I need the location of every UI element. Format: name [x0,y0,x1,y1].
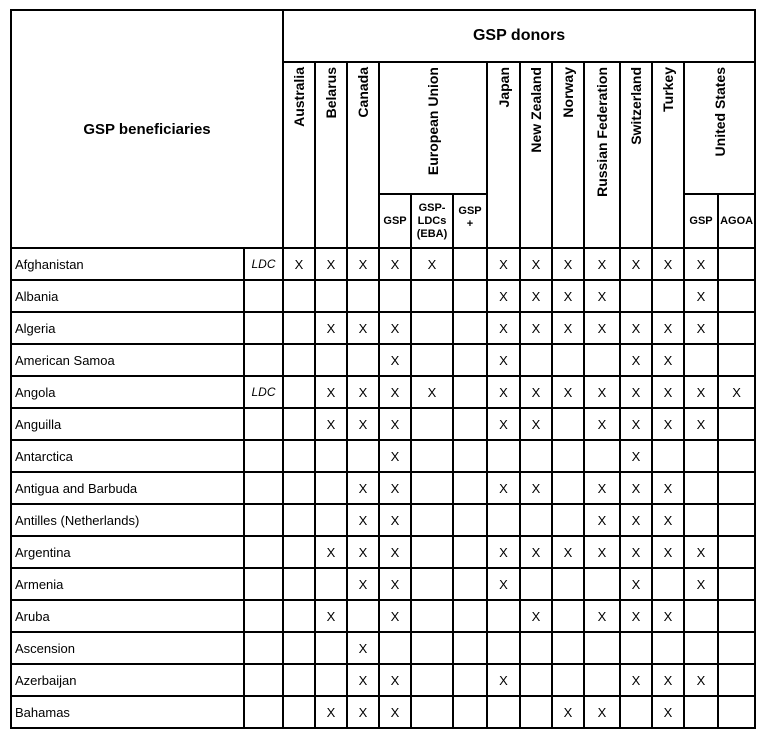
eligibility-mark: X [487,312,520,344]
ldc-flag [244,344,283,376]
eligibility-mark: X [584,408,620,440]
eligibility-mark [411,472,453,504]
eligibility-mark [411,664,453,696]
eligibility-mark: X [347,696,379,728]
eligibility-mark [487,632,520,664]
eligibility-mark: X [684,280,718,312]
ldc-flag [244,472,283,504]
eligibility-mark [718,536,755,568]
country-name: Anguilla [11,408,244,440]
ldc-flag [244,408,283,440]
eligibility-mark: X [652,344,684,376]
eligibility-mark: X [552,280,584,312]
eligibility-mark [453,632,487,664]
eu-gsp-header: GSP [379,194,411,248]
ldc-flag: LDC [244,376,283,408]
us-gsp-header: GSP [684,194,718,248]
eligibility-mark [552,344,584,376]
eligibility-mark: X [620,472,652,504]
country-name: American Samoa [11,344,244,376]
eligibility-mark [283,376,315,408]
eligibility-mark: X [520,408,552,440]
eligibility-mark: X [520,248,552,280]
eligibility-mark [411,280,453,312]
eligibility-mark [718,696,755,728]
eligibility-mark: X [684,536,718,568]
eligibility-mark [283,472,315,504]
eligibility-mark [718,504,755,536]
eligibility-mark [584,440,620,472]
eligibility-mark: X [347,536,379,568]
country-name: Azerbaijan [11,664,244,696]
eligibility-mark [552,472,584,504]
eligibility-mark: X [411,248,453,280]
eligibility-mark: X [620,600,652,632]
eligibility-mark: X [315,312,347,344]
eligibility-mark [283,568,315,600]
donor-eu: European Union [379,62,487,194]
table-row [11,408,755,440]
eligibility-mark [411,536,453,568]
eligibility-mark: X [552,312,584,344]
eligibility-mark [411,568,453,600]
eligibility-mark: X [379,408,411,440]
eligibility-mark [652,440,684,472]
eligibility-mark [315,664,347,696]
eligibility-mark: X [487,472,520,504]
eligibility-mark [520,664,552,696]
eligibility-mark: X [652,472,684,504]
eligibility-mark: X [379,312,411,344]
eligibility-mark: X [347,248,379,280]
eligibility-mark [283,504,315,536]
eligibility-mark: X [684,376,718,408]
eligibility-mark [487,600,520,632]
eligibility-mark [584,344,620,376]
donor-us: United States [684,62,755,194]
table-row [11,248,755,280]
ldc-flag [244,312,283,344]
eligibility-mark [453,504,487,536]
eligibility-mark [411,344,453,376]
eligibility-mark [411,408,453,440]
ldc-flag [244,440,283,472]
eligibility-mark [453,568,487,600]
country-name: Ascension [11,632,244,664]
eligibility-mark: X [684,664,718,696]
eligibility-mark [718,440,755,472]
table-row [11,376,755,408]
table-row [11,312,755,344]
eligibility-mark [453,312,487,344]
eligibility-mark: X [652,664,684,696]
eligibility-mark: X [487,376,520,408]
eligibility-mark [684,632,718,664]
eligibility-mark [411,312,453,344]
eligibility-mark [584,664,620,696]
eligibility-mark [453,344,487,376]
eligibility-mark [453,536,487,568]
eligibility-mark: X [315,536,347,568]
eligibility-mark [652,280,684,312]
eligibility-mark: X [584,248,620,280]
eligibility-mark: X [347,504,379,536]
eligibility-mark: X [379,504,411,536]
eligibility-mark: X [520,280,552,312]
eligibility-mark [347,344,379,376]
donor-canada: Canada [347,62,379,248]
eligibility-mark: X [620,504,652,536]
eligibility-mark [520,568,552,600]
eligibility-mark [684,344,718,376]
eligibility-mark [652,568,684,600]
eligibility-mark [379,280,411,312]
eligibility-mark [684,696,718,728]
eligibility-mark: X [620,664,652,696]
eligibility-mark [718,472,755,504]
eligibility-mark: X [379,248,411,280]
ldc-flag [244,696,283,728]
eligibility-mark: X [487,248,520,280]
beneficiaries-header: GSP beneficiaries [11,10,283,248]
eligibility-mark: X [315,376,347,408]
eligibility-mark: X [283,248,315,280]
donor-australia: Australia [283,62,315,248]
eligibility-mark: X [552,536,584,568]
eligibility-mark: X [552,696,584,728]
eligibility-mark [411,440,453,472]
eligibility-mark: X [379,600,411,632]
country-name: Antigua and Barbuda [11,472,244,504]
eligibility-mark: X [584,536,620,568]
eligibility-mark: X [315,408,347,440]
ldc-flag [244,536,283,568]
gsp-table [10,9,756,729]
eligibility-mark: X [652,600,684,632]
eligibility-mark: X [652,408,684,440]
eligibility-mark: X [718,376,755,408]
eligibility-mark [584,568,620,600]
eligibility-mark [684,472,718,504]
eligibility-mark: X [487,344,520,376]
eligibility-mark [283,696,315,728]
eligibility-mark [453,472,487,504]
eu-gsp-plus-header: GSP + [453,194,487,248]
eligibility-mark: X [379,664,411,696]
eligibility-mark [347,600,379,632]
country-name: Albania [11,280,244,312]
eligibility-mark [552,408,584,440]
country-name: Angola [11,376,244,408]
eligibility-mark: X [584,504,620,536]
eligibility-mark [552,664,584,696]
table-row [11,344,755,376]
eligibility-mark: X [487,280,520,312]
eligibility-mark: X [584,600,620,632]
eligibility-mark: X [487,664,520,696]
eligibility-mark [315,472,347,504]
eligibility-mark [552,504,584,536]
eligibility-mark: X [584,696,620,728]
eligibility-mark: X [379,536,411,568]
country-name: Antarctica [11,440,244,472]
eligibility-mark [584,632,620,664]
eligibility-mark [453,664,487,696]
eligibility-mark [283,408,315,440]
eligibility-mark [520,696,552,728]
eligibility-mark: X [347,408,379,440]
eligibility-mark [552,440,584,472]
eligibility-mark [718,408,755,440]
eligibility-mark [718,632,755,664]
eligibility-mark: X [620,536,652,568]
eligibility-mark [520,440,552,472]
table-row [11,632,755,664]
eligibility-mark [620,280,652,312]
table-row [11,440,755,472]
country-name: Afghanistan [11,248,244,280]
table-row [11,536,755,568]
eligibility-mark [718,312,755,344]
eligibility-mark [347,440,379,472]
eligibility-mark: X [652,696,684,728]
eligibility-mark: X [520,312,552,344]
eligibility-mark [453,440,487,472]
eligibility-mark [379,632,411,664]
ldc-flag [244,664,283,696]
table-row [11,472,755,504]
eligibility-mark: X [315,248,347,280]
eligibility-mark: X [411,376,453,408]
eligibility-mark: X [520,472,552,504]
eligibility-mark [684,440,718,472]
table-row [11,664,755,696]
eligibility-mark: X [347,632,379,664]
eligibility-mark [684,600,718,632]
ldc-flag [244,280,283,312]
eligibility-mark [453,696,487,728]
eligibility-mark: X [684,408,718,440]
eligibility-mark: X [315,600,347,632]
eligibility-mark [487,440,520,472]
eligibility-mark [283,536,315,568]
donor-turkey: Turkey [652,62,684,248]
donor-japan: Japan [487,62,520,248]
eligibility-mark: X [584,472,620,504]
eligibility-mark: X [552,248,584,280]
eligibility-mark [520,344,552,376]
country-name: Aruba [11,600,244,632]
eligibility-mark [283,632,315,664]
eligibility-mark [315,504,347,536]
eligibility-mark [718,664,755,696]
eligibility-mark: X [379,344,411,376]
eligibility-mark [283,664,315,696]
eligibility-mark [718,344,755,376]
eligibility-mark: X [584,280,620,312]
eligibility-mark: X [347,664,379,696]
eligibility-mark: X [620,568,652,600]
ldc-flag [244,568,283,600]
eligibility-mark [453,280,487,312]
eligibility-mark: X [652,312,684,344]
eligibility-mark [315,344,347,376]
eligibility-mark [411,600,453,632]
eligibility-mark: X [652,536,684,568]
ldc-flag [244,632,283,664]
country-name: Bahamas [11,696,244,728]
eligibility-mark: X [684,248,718,280]
eligibility-mark: X [520,600,552,632]
eligibility-mark [411,696,453,728]
eligibility-mark: X [620,312,652,344]
eligibility-mark [552,600,584,632]
eligibility-mark: X [379,696,411,728]
eligibility-mark [411,504,453,536]
eligibility-mark: X [620,344,652,376]
eligibility-mark [283,344,315,376]
ldc-flag: LDC [244,248,283,280]
eligibility-mark [718,280,755,312]
country-name: Algeria [11,312,244,344]
eligibility-mark [520,632,552,664]
eligibility-mark [718,568,755,600]
eligibility-mark: X [379,376,411,408]
eligibility-mark [718,248,755,280]
eligibility-mark: X [487,536,520,568]
eligibility-mark: X [620,408,652,440]
table-row [11,280,755,312]
eligibility-mark: X [347,376,379,408]
donors-title: GSP donors [283,10,755,62]
eligibility-mark [453,408,487,440]
eligibility-mark [552,632,584,664]
eligibility-mark: X [347,312,379,344]
country-name: Armenia [11,568,244,600]
eligibility-mark: X [379,472,411,504]
eligibility-mark [487,696,520,728]
eligibility-mark [315,568,347,600]
eligibility-mark: X [379,440,411,472]
eligibility-mark [283,280,315,312]
eligibility-mark: X [487,568,520,600]
eligibility-mark [283,312,315,344]
eligibility-mark [347,280,379,312]
eligibility-mark [315,440,347,472]
table-row [11,696,755,728]
eligibility-mark: X [347,568,379,600]
us-agoa-header: AGOA [718,194,755,248]
eligibility-mark: X [379,568,411,600]
country-name: Antilles (Netherlands) [11,504,244,536]
eligibility-mark [620,632,652,664]
eligibility-mark: X [652,504,684,536]
eligibility-mark [620,696,652,728]
eligibility-mark [283,600,315,632]
eligibility-mark: X [620,248,652,280]
eligibility-mark: X [552,376,584,408]
eligibility-mark: X [684,312,718,344]
table-row [11,600,755,632]
eligibility-mark [718,600,755,632]
eligibility-mark: X [584,376,620,408]
eligibility-mark: X [652,248,684,280]
eligibility-mark: X [652,376,684,408]
eligibility-mark: X [620,440,652,472]
eligibility-mark [453,600,487,632]
eligibility-mark: X [347,472,379,504]
eligibility-mark: X [315,696,347,728]
ldc-flag [244,600,283,632]
eu-eba-header: GSP- LDCs (EBA) [411,194,453,248]
eligibility-mark [487,504,520,536]
eligibility-mark [552,568,584,600]
eligibility-mark [315,280,347,312]
donor-norway: Norway [552,62,584,248]
eligibility-mark [315,632,347,664]
eligibility-mark: X [620,376,652,408]
eligibility-mark: X [487,408,520,440]
eligibility-mark: X [520,536,552,568]
country-name: Argentina [11,536,244,568]
eligibility-mark [453,248,487,280]
donor-belarus: Belarus [315,62,347,248]
eligibility-mark: X [684,568,718,600]
ldc-flag [244,504,283,536]
eligibility-mark [453,376,487,408]
eligibility-mark [520,504,552,536]
table-row [11,568,755,600]
eligibility-mark [684,504,718,536]
eligibility-mark [283,440,315,472]
eligibility-mark: X [584,312,620,344]
donor-russia: Russian Federation [584,62,620,248]
eligibility-mark [652,632,684,664]
eligibility-mark: X [520,376,552,408]
eligibility-mark [411,632,453,664]
donor-switzerland: Switzerland [620,62,652,248]
donor-new-zealand: New Zealand [520,62,552,248]
table-row [11,504,755,536]
